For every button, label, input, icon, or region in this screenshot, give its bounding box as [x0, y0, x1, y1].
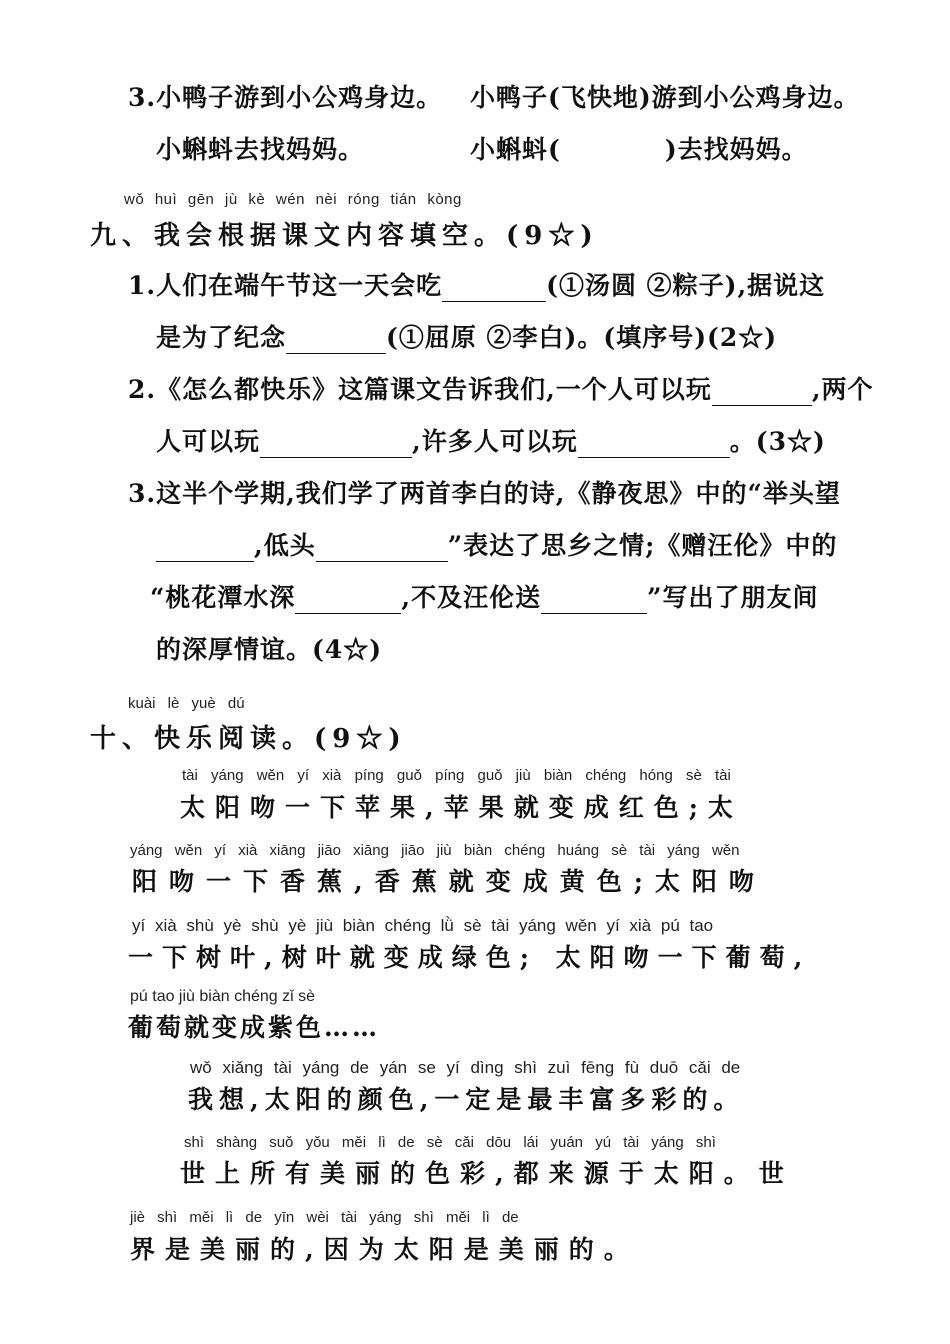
s8-line2-right-b: )去找妈妈。	[664, 135, 808, 164]
answer-blank[interactable]	[712, 383, 812, 406]
s9-q1-l2a: 是为了纪念	[156, 323, 287, 352]
s8-item3-line1-right: 小鸭子(飞快地)游到小公鸡身边。	[470, 83, 860, 112]
pinyin-line-5: wǒ xiǎng tài yáng de yán se yí dìng shì zuì fēng fù duō cǎi de	[190, 1058, 741, 1077]
answer-blank[interactable]	[260, 435, 412, 458]
pinyin-line-6: shì shàng suǒ yǒu měi lì de sè cǎi dōu lái yuán yú tài yáng shì	[184, 1134, 716, 1151]
s9-q2-l2c: 。(3☆)	[729, 427, 826, 456]
answer-blank[interactable]	[578, 435, 730, 458]
s9-q2-l1b: ,两个	[811, 375, 874, 404]
s9-q2-line2	[156, 422, 826, 458]
s9-q3-line1: 3.这半个学期,我们学了两首李白的诗,《静夜思》中的“举头望	[128, 479, 841, 508]
s8-line2-right-a: 小蝌蚪(	[470, 135, 561, 164]
s10-heading-pinyin: kuài lè yuè dú	[128, 695, 245, 712]
s9-q3-l3b: ,不及汪伦送	[401, 583, 542, 612]
s9-q3-line2	[156, 526, 837, 562]
s10-heading: 十、快乐阅读。(9☆)	[90, 724, 407, 754]
s9-q2-l2b: ,许多人可以玩	[412, 427, 578, 456]
s8-item3-line2-left: 小蝌蚪去找妈妈。	[156, 135, 365, 164]
s9-q3-l2a: ,低头	[254, 531, 316, 560]
pinyin-line-7: jiè shì měi lì de yīn wèi tài yáng shì měi lì de	[130, 1209, 519, 1226]
s9-heading-pinyin: wǒ huì gēn jù kè wén nèi róng tián kòng	[124, 191, 462, 208]
answer-blank[interactable]	[295, 591, 401, 614]
answer-blank[interactable]	[286, 331, 386, 354]
s9-q1-l2b: (①屈原 ②李白)。(填序号)(2☆)	[386, 323, 778, 352]
passage-line-2: 阳吻一下香蕉,香蕉就变成黄色;太阳吻	[132, 867, 766, 896]
passage-line-1: 太阳吻一下苹果,苹果就变成红色;太	[180, 793, 743, 822]
answer-blank[interactable]	[316, 539, 448, 562]
passage-line-5: 我想,太阳的颜色,一定是最丰富多彩的。	[188, 1085, 745, 1114]
s9-q2-line1	[128, 370, 874, 406]
s9-q3-line3	[150, 578, 819, 614]
answer-blank[interactable]	[442, 279, 546, 302]
answer-blank[interactable]	[541, 591, 647, 614]
s9-q1-line1	[128, 266, 825, 302]
pinyin-line-1: tài yáng wěn yí xià píng guǒ píng guǒ jiù biàn chéng hóng sè tài	[182, 767, 731, 784]
passage-line-3: 一下树叶,树叶就变成绿色; 太阳吻一下葡萄,	[128, 943, 812, 972]
s9-q1-l1a: 1.人们在端午节这一天会吃	[128, 271, 443, 300]
s8-item3-line1-left: 3.小鸭子游到小公鸡身边。	[128, 83, 443, 112]
pinyin-line-2: yáng wěn yí xià xiāng jiāo xiāng jiāo jiù biàn chéng huáng sè tài yáng wěn	[130, 842, 740, 859]
s9-q2-l1a: 2.《怎么都快乐》这篇课文告诉我们,一个人可以玩	[128, 375, 712, 404]
s9-heading: 九、我会根据课文内容填空。(9☆)	[90, 221, 599, 251]
passage-line-4: 葡萄就变成紫色……	[128, 1013, 381, 1042]
s9-q1-line2	[156, 318, 777, 354]
s9-q1-l1b: (①汤圆 ②粽子),据说这	[546, 271, 826, 300]
s9-q3-l2b: ”表达了思乡之情;《赠汪伦》中的	[447, 531, 838, 560]
passage-line-6: 世上所有美丽的色彩,都来源于太阳。世	[180, 1159, 794, 1188]
s9-q3-line4: 的深厚情谊。(4☆)	[156, 635, 383, 664]
pinyin-line-4: pú tao jiù biàn chéng zǐ sè	[130, 988, 316, 1005]
pinyin-line-3: yí xià shù yè shù yè jiù biàn chéng lǜ sè tài yáng wěn yí xià pú tao	[132, 916, 714, 935]
s9-q3-l3a: “桃花潭水深	[150, 583, 296, 612]
answer-blank[interactable]	[156, 539, 254, 562]
s9-q3-l3c: ”写出了朋友间	[647, 583, 819, 612]
s8-item3-line2-right	[470, 130, 808, 166]
s9-q2-l2a: 人可以玩	[156, 427, 261, 456]
passage-line-7: 界是美丽的,因为太阳是美丽的。	[130, 1235, 639, 1264]
